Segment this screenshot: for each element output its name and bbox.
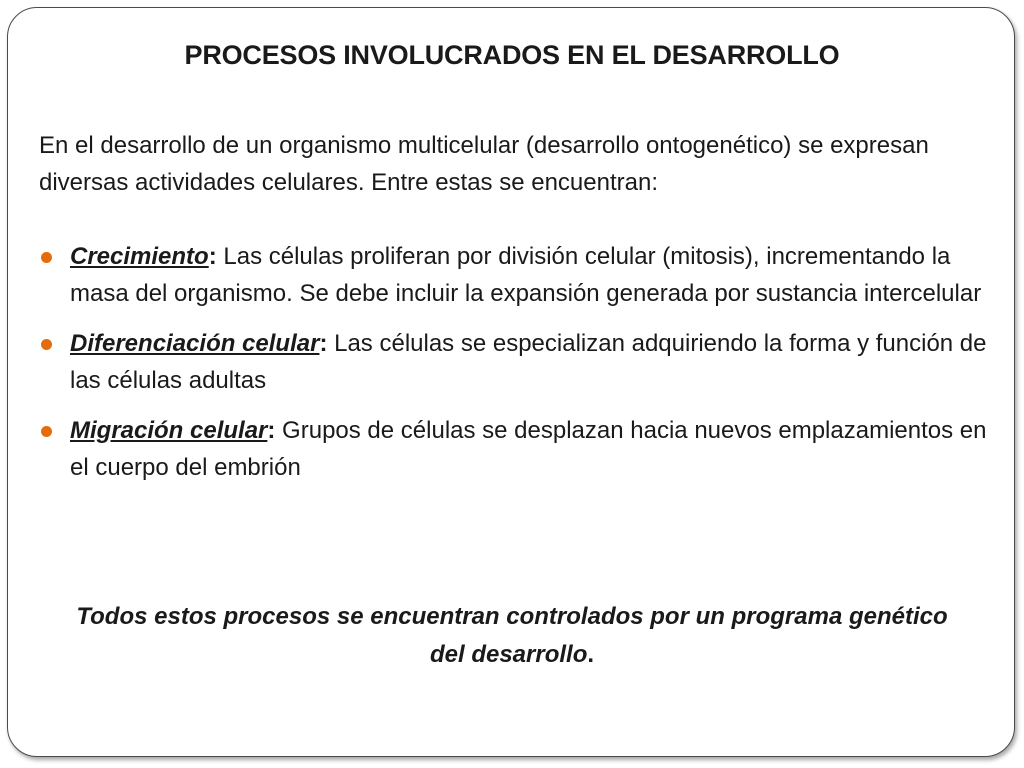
bullet-text: Grupos de células se desplazan hacia nuevos emplazamientos en el cuerpo del embrión xyxy=(70,417,987,481)
conclusion-text xyxy=(60,598,964,674)
bullet-colon: : xyxy=(208,243,217,270)
bullet-text: Las células proliferan por división celular (mitosis), incrementando la masa del organismo. Se debe incluir la expansión generada por sustancia intercelular xyxy=(70,243,982,307)
bullet-item-diferenciacion xyxy=(39,325,1004,399)
conclusion-period: . xyxy=(587,641,595,668)
bullet-list xyxy=(39,238,1004,499)
slide-title: PROCESOS INVOLUCRADOS EN EL DESARROLLO xyxy=(184,40,840,70)
bullet-text: Las células se especializan adquiriendo la forma y función de las células adultas xyxy=(70,330,987,394)
bullet-colon: : xyxy=(319,330,328,357)
bullet-item-migracion xyxy=(39,412,1004,486)
bullet-term: Crecimiento xyxy=(70,243,209,270)
bullet-dot-icon xyxy=(41,426,52,437)
bullet-colon: : xyxy=(267,417,276,444)
bullet-dot-icon xyxy=(41,252,52,263)
bullet-term: Migración celular xyxy=(70,417,268,444)
bullet-dot-icon xyxy=(41,339,52,350)
bullet-term: Diferenciación celular xyxy=(70,330,320,357)
conclusion-body: Todos estos procesos se encuentran controlados por un programa genético del desarrollo xyxy=(76,603,948,668)
bullet-item-crecimiento xyxy=(39,238,1004,312)
intro-paragraph: En el desarrollo de un organismo multicelular (desarrollo ontogenético) se expresan diversas actividades celulares. Entre estas se encuentran: xyxy=(39,132,929,196)
